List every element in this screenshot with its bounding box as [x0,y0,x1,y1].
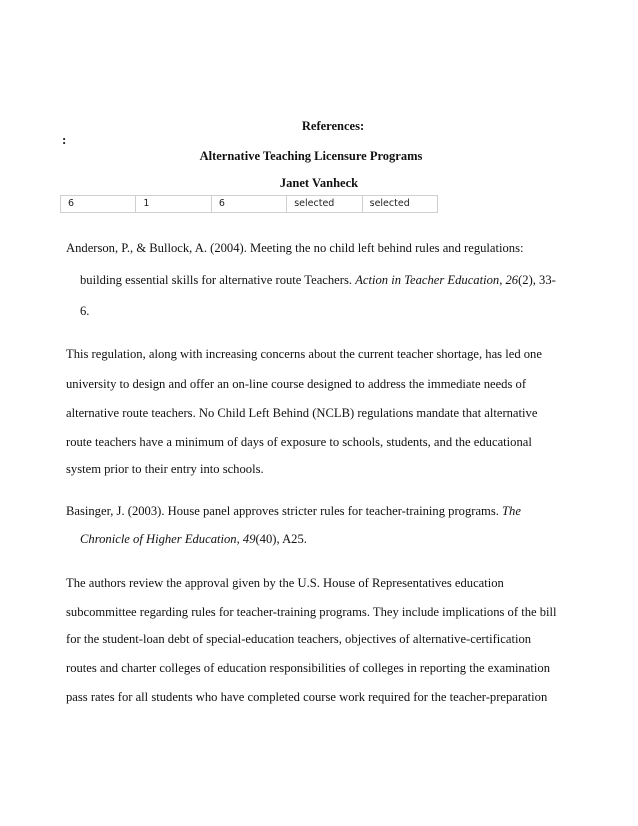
annotation-line: This regulation, along with increasing concerns about the current teacher shortage, has led one [66,347,542,361]
metadata-table [60,195,438,213]
citation-text: building essential skills for alternative route Teachers. [80,273,353,287]
stray-colon: : [62,132,67,147]
metadata-cell: 6 [61,196,136,212]
annotation-line: university to design and offer an on-line course designed to address the immediate needs of [66,377,527,391]
metadata-cell: 6 [212,196,287,212]
reference-citation-line: 6. [80,304,90,318]
reference-citation-line [66,503,566,519]
page-subtitle: Alternative Teaching Licensure Programs [199,149,423,163]
metadata-cell: selected [369,198,410,209]
journal-title: Action in Teacher Education [355,273,500,287]
metadata-cell: selected [287,196,362,212]
annotation-line: route teachers have a minimum of days of exposure to schools, students, and the educational [66,435,532,449]
journal-volume: 26 [505,273,519,287]
annotation-line: routes and charter colleges of education responsibilities of colleges in reporting the examination [66,661,551,675]
citation-text: (40), A25. [255,532,307,546]
citation-text: , [236,532,243,546]
citation-text: Basinger, J. (2003). House panel approves stricter rules for teacher-training programs. [66,504,499,518]
reference-citation-line: building essential skills for alternative route Teachers. Action in Teacher Education, 26(2), 33- [80,273,556,287]
annotation-line: The authors review the approval given by the U.S. House of Representatives education [66,576,504,590]
metadata-cell: 1 [136,196,211,212]
author-name: Janet Vanheck [279,176,359,190]
annotation-line: system prior to their entry into schools. [66,462,264,476]
journal-title: Chronicle of Higher Education [80,532,237,546]
journal-title: The [502,504,521,518]
annotation-line: subcommittee regarding rules for teacher-training programs. They include implications of the bill [66,605,557,619]
citation-text: (2), 33- [518,273,556,287]
annotation-line: alternative route teachers. No Child Left Behind (NCLB) regulations mandate that alternative [66,406,538,420]
page-title: References: [301,119,365,133]
reference-citation-line: Anderson, P., & Bullock, A. (2004). Meeting the no child left behind rules and regulations: [66,241,524,255]
journal-volume: 49 [242,532,256,546]
annotation-line: pass rates for all students who have completed course work required for the teacher-preparation [66,690,548,704]
annotation-line: for the student-loan debt of special-education teachers, objectives of alternative-certification [66,632,532,646]
reference-citation-line [80,531,580,547]
